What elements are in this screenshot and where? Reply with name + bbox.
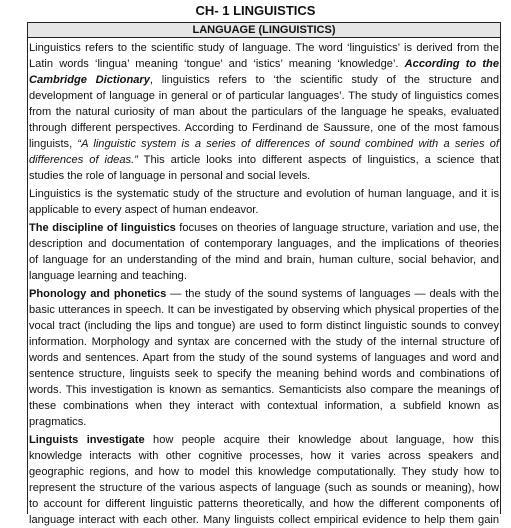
p1-line-1: Linguistics refers to the scientific study of language. The word ‘linguistics’ is derived from the	[29, 42, 499, 54]
p1-line-2-emphasis: According to the	[404, 58, 499, 70]
p4-line-2: basic utterances in speech. It can be investigated by observing which physical properties of the	[29, 304, 499, 316]
p4-line-7: words. This investigation is known as semantics. Semanticists also compare the meanings of	[29, 384, 499, 396]
p2-line-2: applicable to every aspect of human endeavor.	[29, 204, 259, 216]
p1-line-2	[29, 56, 499, 72]
p4-line-9: pragmatics.	[29, 416, 87, 428]
p3-line-1	[29, 220, 499, 236]
p1-line-6: through different perspectives. According to Ferdinand de Saussure, one of the most famous	[29, 122, 499, 134]
content-box	[27, 38, 501, 526]
p5-line-1	[29, 432, 499, 448]
p1-line-9: studies the role of language in personal and social levels.	[29, 170, 311, 182]
p1-line-3	[29, 72, 499, 88]
cambridge-dictionary-ref: Cambridge Dictionary	[29, 74, 150, 86]
p4-line-8: these combinations when they interact with contextual information, a subfield known as	[29, 400, 499, 412]
p4-line-1-text: — the study of the sound systems of languages — deals with the	[166, 288, 499, 300]
p1-line-5: from the natural curiosity of man about the particulars of the language he speaks, evaluated	[29, 106, 499, 118]
p1-line-7	[29, 136, 499, 152]
p1-line-3-text: , linguistics refers to ‘the scientific study of the structure and	[149, 74, 499, 86]
p5-line-5: to account for different linguistic patterns theoretically, and how the different components of	[29, 498, 499, 510]
p4-lead: Phonology and phonetics	[29, 288, 167, 300]
p1-line-2-text: Latin words ‘lingua’ meaning ‘tongue’ and ‘istics’ meaning ‘knowledge’.	[29, 58, 405, 70]
p5-line-4: represent the structure of the various aspects of language (such as sounds or meaning), how	[29, 482, 499, 494]
p5-line-6: language interact with each other. Many linguists collect empirical evidence to help them gain	[29, 514, 499, 526]
p5-lead: Linguists investigate	[29, 434, 145, 446]
p1-line-8-text: This article looks into different aspects of linguistics, a science that	[137, 154, 500, 166]
p4-line-3: vocal tract (including the lips and tongue) are used to form distinct linguistic sounds to convey	[29, 320, 499, 332]
p4-line-5: words and sentences. Apart from the study of the sound systems of languages and word and	[29, 352, 499, 364]
p5-line-3: geographic regions, and how to model this knowledge computationally. They study how to	[29, 466, 499, 478]
p5-line-1-text: how people acquire their knowledge about language, how this	[144, 434, 499, 446]
p3-line-3: of language for an understanding of the mind and brain, human culture, social behavior, and	[29, 254, 499, 266]
p3-lead: The discipline of linguistics	[29, 222, 176, 234]
p4-line-1	[29, 286, 499, 302]
p4-line-4: information. Morphology and syntax are concerned with the study of the internal structure of	[29, 336, 499, 348]
p2-line-1: Linguistics is the systematic study of the structure and evolution of human language, and it is	[29, 188, 499, 200]
p1-line-8	[29, 152, 499, 168]
p4-line-6: sentence structure, linguists seek to specify the meaning behind words and combinations of	[29, 368, 499, 380]
p3-line-2: description and documentation of contemporary languages, and the implications of theories	[29, 238, 499, 250]
saussure-quote-part1: “A linguistic system is a series of differences of sound combined with a series of	[77, 138, 499, 150]
p5-line-2: knowledge interacts with other cognitive processes, how it varies across speakers and	[29, 450, 499, 462]
p1-line-7-text: linguists,	[29, 138, 78, 150]
saussure-quote-part2: differences of ideas.”	[29, 154, 138, 166]
p3-line-4: language learning and teaching.	[29, 270, 187, 282]
p1-line-4: development of language in general or of particular languages’. The study of linguistics comes	[29, 90, 499, 102]
p3-line-1-text: focuses on theories of language structure, variation and use, the	[175, 222, 499, 234]
chapter-title: CH- 1 LINGUISTICS	[195, 3, 316, 18]
topic-title: LANGUAGE (LINGUISTICS)	[27, 22, 501, 38]
